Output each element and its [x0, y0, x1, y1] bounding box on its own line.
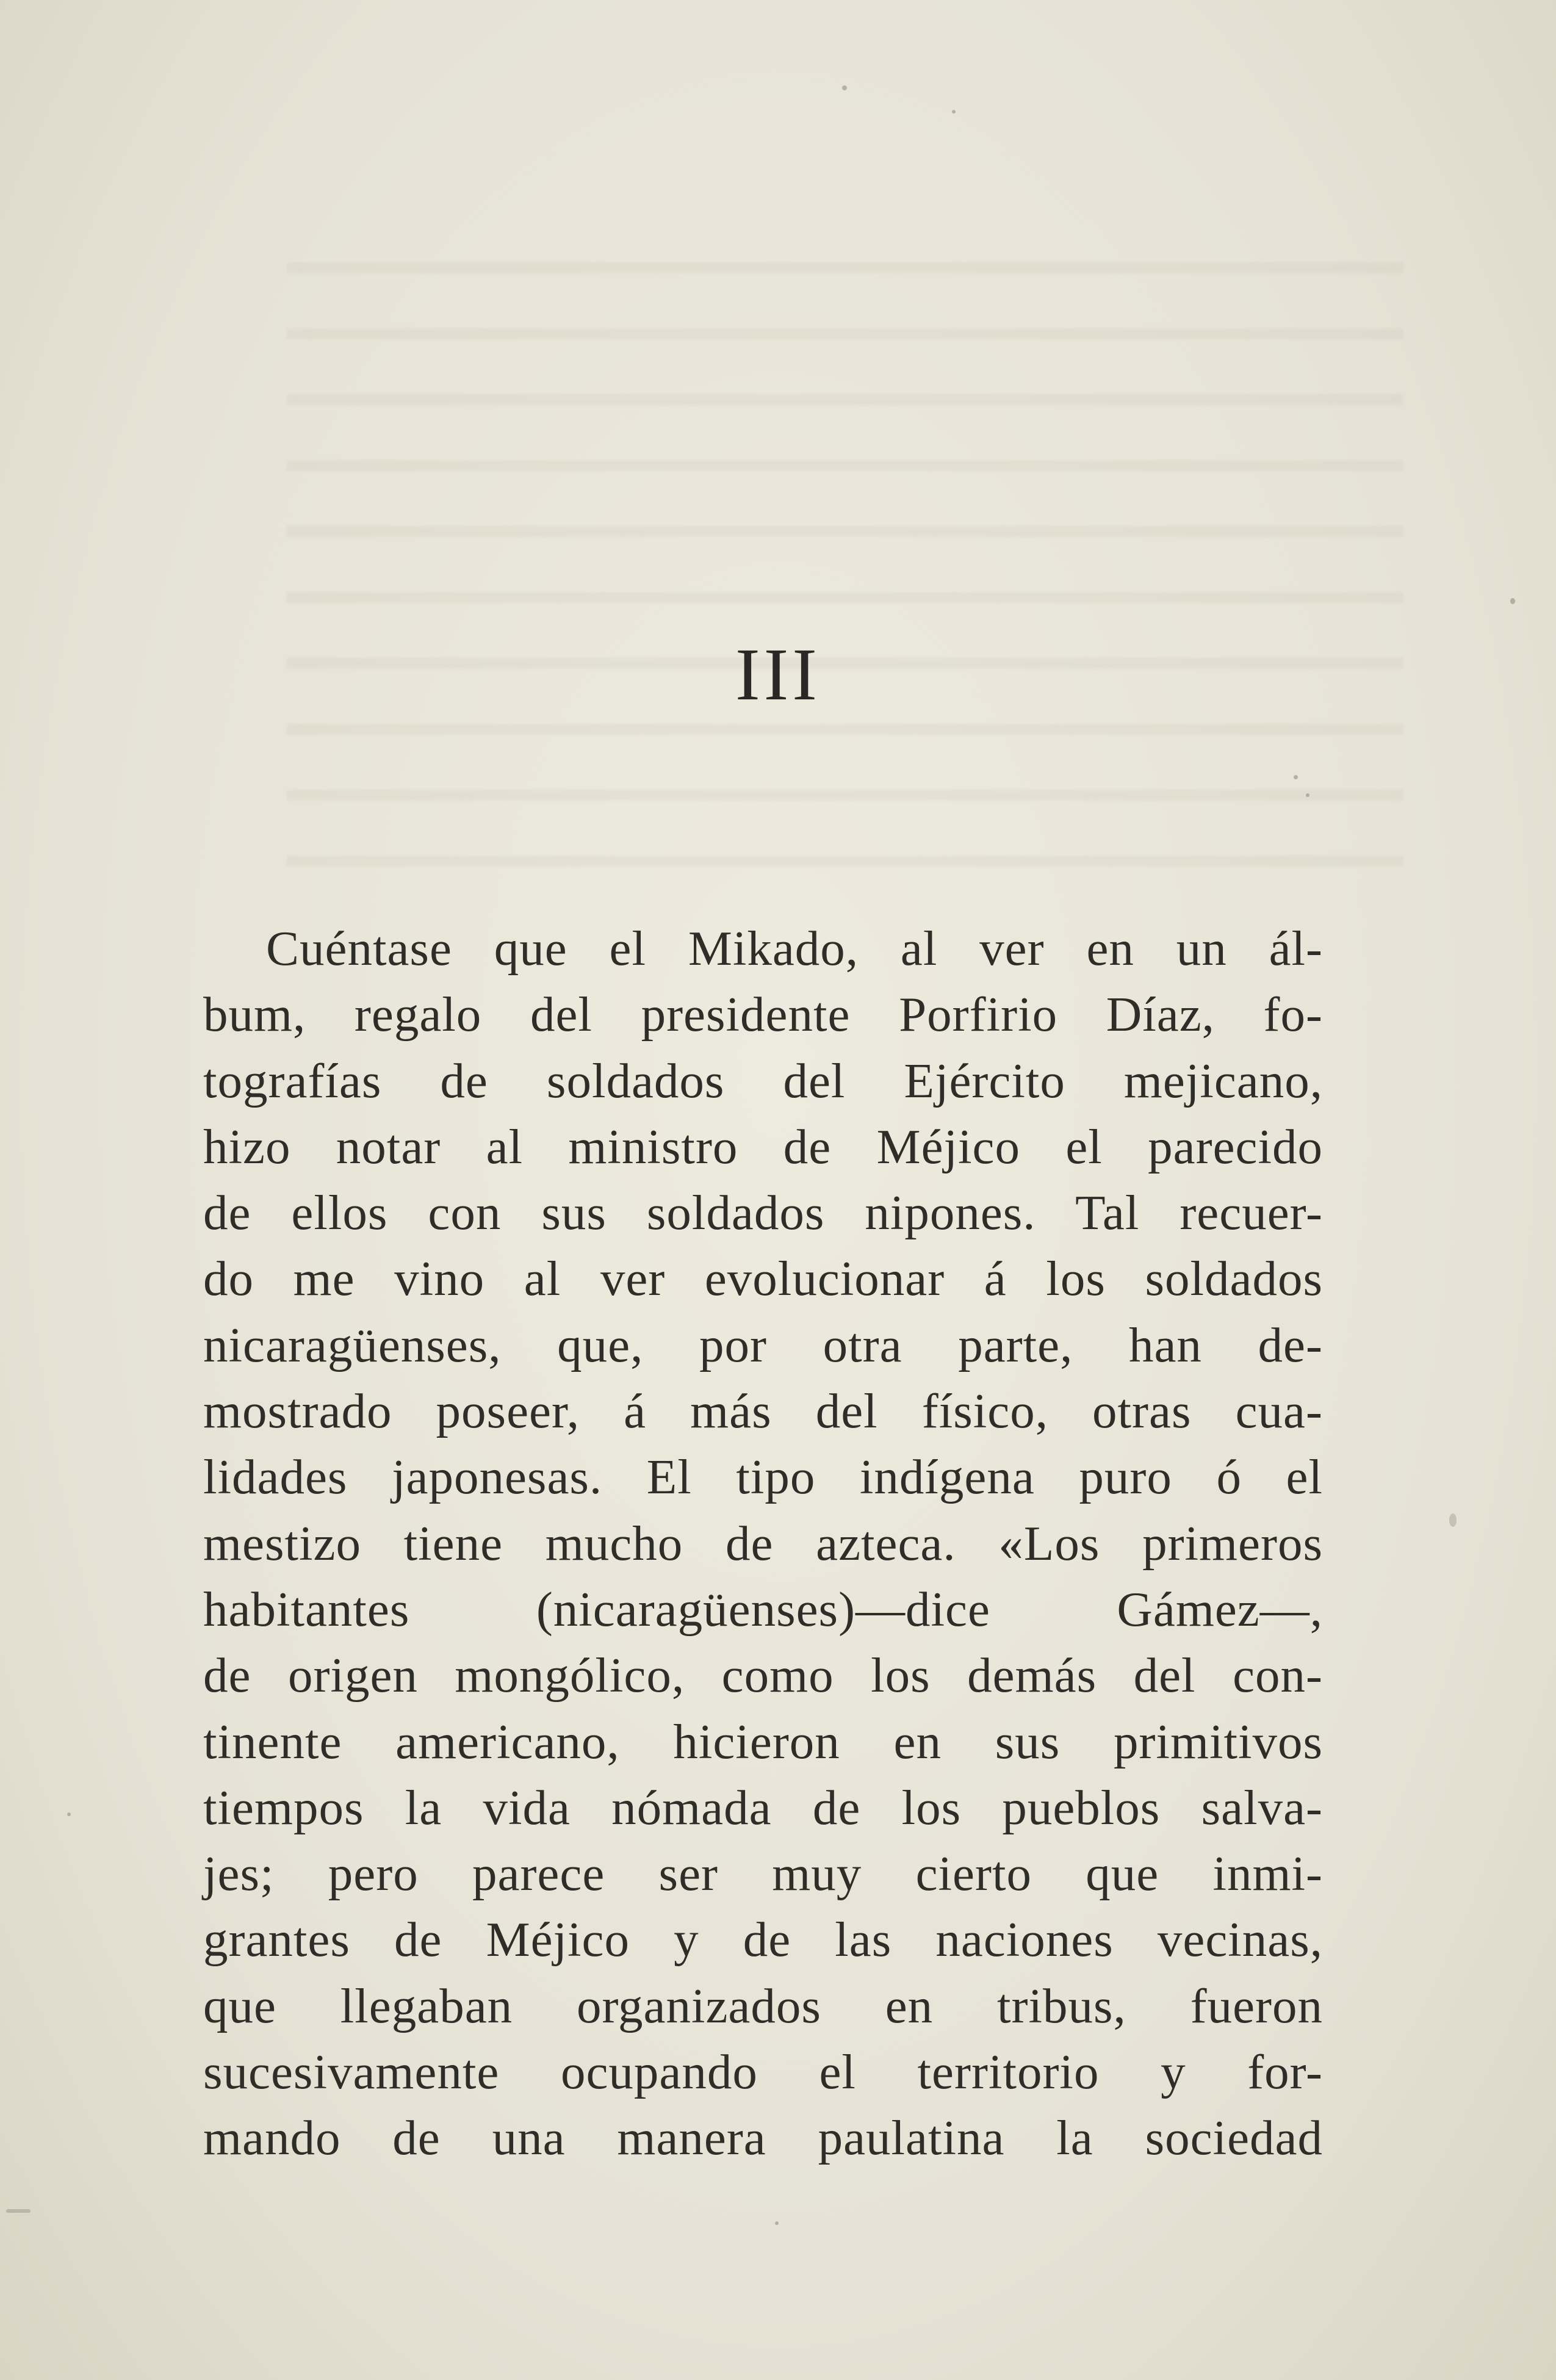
paper-speck [1510, 598, 1515, 604]
text-line: Cuéntase que el Mikado, al ver en un ál- [266, 921, 1323, 976]
paper-speck [1449, 1513, 1457, 1527]
paper-speck [1306, 793, 1309, 797]
text-line: mando de una manera paulatina la sociedad [203, 2110, 1323, 2166]
text-line: lidades japonesas. El tipo indígena puro ó el [203, 1449, 1323, 1505]
paper-speck [1294, 775, 1298, 779]
paper-speck [6, 2209, 31, 2213]
text-line: de ellos con sus soldados nipones. Tal recuer- [203, 1185, 1323, 1241]
text-line: tinente americano, hicieron en sus primitivos [203, 1714, 1323, 1769]
text-line: tiempos la vida nómada de los pueblos salva- [203, 1780, 1323, 1835]
paper-speck [842, 85, 847, 90]
chapter-heading: III [735, 633, 821, 716]
text-line: mestizo tiene mucho de azteca. «Los primeros [203, 1515, 1323, 1571]
text-line: do me vino al ver evolucionar á los soldados [203, 1251, 1323, 1307]
text-line: habitantes (nicaragüenses)—dice Gámez—, [203, 1581, 1323, 1637]
paper-speck [952, 110, 956, 114]
text-line: tografías de soldados del Ejército mejicano, [203, 1053, 1323, 1108]
text-line: bum, regalo del presidente Porfirio Díaz, fo- [203, 987, 1323, 1042]
text-line: sucesivamente ocupando el territorio y for- [203, 2044, 1323, 2100]
show-through-text [287, 262, 1403, 903]
text-line: jes; pero parece ser muy cierto que inmi- [203, 1846, 1323, 1902]
text-line: grantes de Méjico y de las naciones vecinas, [203, 1912, 1323, 1967]
text-line: de origen mongólico, como los demás del con- [203, 1648, 1323, 1703]
text-line: que llegaban organizados en tribus, fueron [203, 1978, 1323, 2033]
text-line: mostrado poseer, á más del físico, otras cua- [203, 1383, 1323, 1439]
paper-speck [775, 2221, 779, 2225]
text-line: nicaragüenses, que, por otra parte, han de- [203, 1317, 1323, 1372]
paper-speck [67, 1812, 71, 1816]
text-line: hizo notar al ministro de Méjico el parecido [203, 1119, 1323, 1174]
body-text [203, 915, 1323, 2171]
